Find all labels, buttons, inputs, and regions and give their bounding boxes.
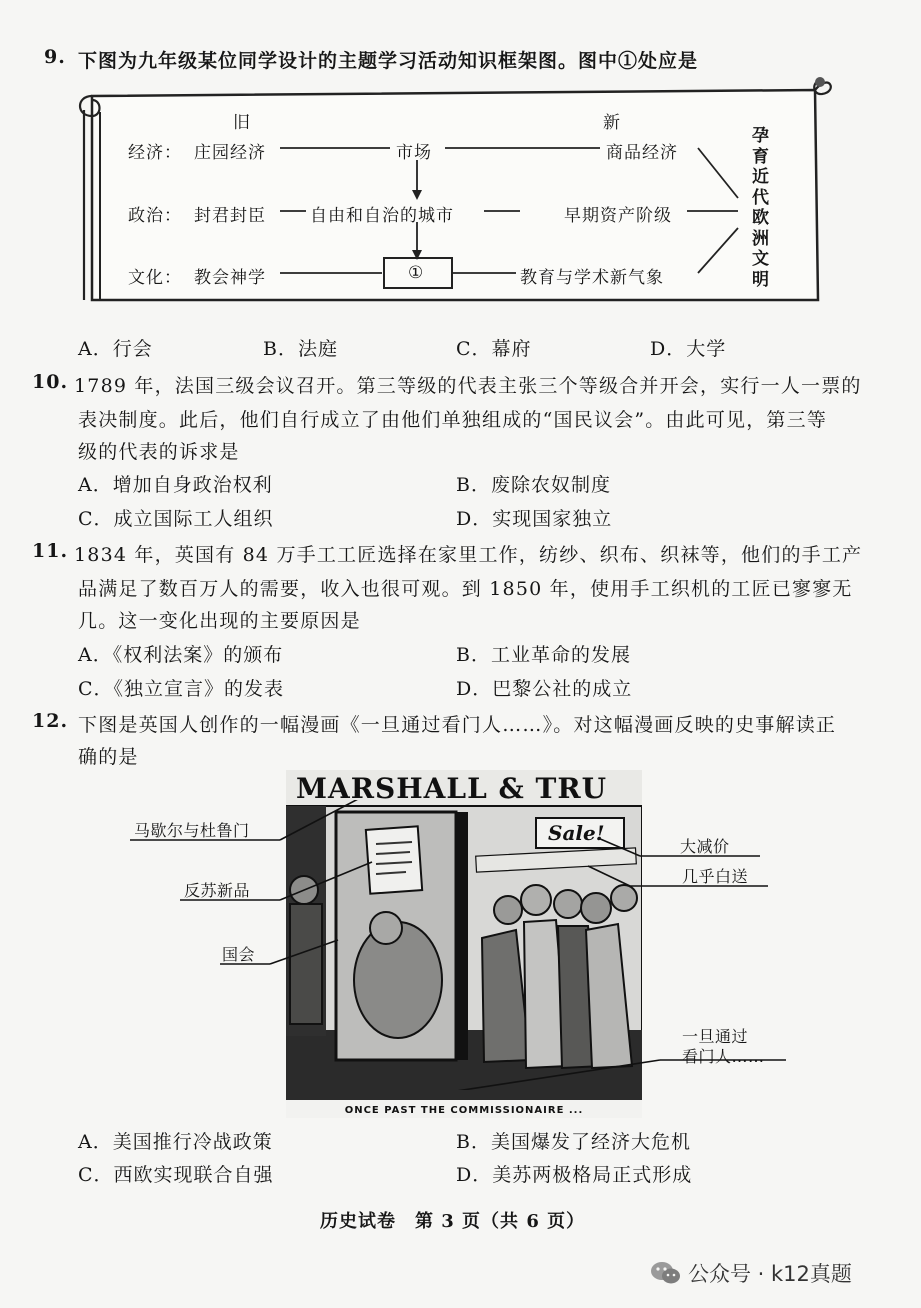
label-once-past-1: 一旦通过 <box>682 1027 749 1046</box>
q10-line-3: 级的代表的诉求是 <box>78 441 240 463</box>
diagram-new-header: 新 <box>603 113 621 133</box>
shop-sign-text: MARSHALL & TRU <box>296 772 608 805</box>
diagram-old-header: 旧 <box>233 113 251 133</box>
q10-line-2: 表决制度。此后，他们自行成立了由他们单独组成的“国民议会”。由此可见，第三等 <box>78 409 828 431</box>
label-big-sale: 大减价 <box>680 837 730 856</box>
diagram-row-economy-old: 庄园经济 <box>194 143 266 163</box>
q9-option-c[interactable]: C．幕府 <box>456 338 532 360</box>
q9-number: 9. <box>44 46 66 68</box>
diagram-row-culture-new: 教育与学术新气象 <box>520 268 664 288</box>
q10-option-d[interactable]: D．实现国家独立 <box>456 508 613 530</box>
q9-option-d[interactable]: D．大学 <box>650 338 727 360</box>
label-anti-soviet-goods: 反苏新品 <box>184 881 251 900</box>
diagram-conclusion: 孕 育 近 代 欧 洲 文 明 <box>752 126 770 290</box>
diagram-row-culture-category: 文化： <box>128 268 182 288</box>
diagram-row-politics-old: 封君封臣 <box>194 206 266 226</box>
watermark-text: 公众号 · k12真题 <box>688 1262 852 1286</box>
diagram-row-culture-old: 教会神学 <box>194 268 266 288</box>
q10-option-b[interactable]: B．废除农奴制度 <box>456 474 611 496</box>
q12-option-a[interactable]: A．美国推行冷战政策 <box>78 1131 273 1153</box>
label-congress: 国会 <box>222 945 256 964</box>
diagram-blank-marker: ① <box>408 263 425 283</box>
q11-option-c[interactable]: C．《独立宣言》的发表 <box>78 678 285 700</box>
diagram-row-politics-middle: 自由和自治的城市 <box>310 206 454 226</box>
wechat-icon <box>650 1259 682 1287</box>
q12-option-b[interactable]: B．美国爆发了经济大危机 <box>456 1131 691 1153</box>
knowledge-framework-diagram <box>70 68 835 308</box>
diagram-row-economy-new: 商品经济 <box>606 143 678 163</box>
q12-line-1: 下图是英国人创作的一幅漫画《一旦通过看门人……》。对这幅漫画反映的史事解读正 <box>78 714 837 736</box>
label-almost-free: 几乎白送 <box>682 867 749 886</box>
cartoon-caption: ONCE PAST THE COMMISSIONAIRE ... <box>344 1105 584 1116</box>
label-once-past-2: 看门人…… <box>682 1047 765 1066</box>
q11-option-d[interactable]: D．巴黎公社的成立 <box>456 678 633 700</box>
q10-number: 10. <box>32 371 69 393</box>
diagram-row-economy-middle: 市场 <box>396 143 432 163</box>
q11-line-3: 几。这一变化出现的主要原因是 <box>78 610 361 632</box>
page-footer: 历史试卷 第 3 页（共 6 页） <box>320 1211 586 1232</box>
q11-line-2: 品满足了数百万人的需要，收入也很可观。到 1850 年，使用手工织机的工匠已寥寥无 <box>78 578 853 600</box>
q12-number: 12. <box>32 710 69 732</box>
q12-line-2: 确的是 <box>78 746 139 768</box>
q10-option-a[interactable]: A．增加自身政治权利 <box>78 474 273 496</box>
q12-option-d[interactable]: D．美苏两极格局正式形成 <box>456 1164 693 1186</box>
sale-sign-text: Sale! <box>548 821 605 845</box>
q12-option-c[interactable]: C．西欧实现联合自强 <box>78 1164 274 1186</box>
q9-option-a[interactable]: A．行会 <box>78 338 153 360</box>
diagram-row-politics-category: 政治： <box>128 206 182 226</box>
label-marshall-truman: 马歇尔与杜鲁门 <box>134 821 250 840</box>
q9-option-b[interactable]: B．法庭 <box>263 338 338 360</box>
q10-option-c[interactable]: C．成立国际工人组织 <box>78 508 274 530</box>
watermark <box>650 1258 852 1288</box>
q11-number: 11. <box>32 540 69 562</box>
diagram-row-politics-new: 早期资产阶级 <box>564 206 672 226</box>
q11-line-1: 1834 年，英国有 84 万手工工匠选择在家里工作，纺纱、织布、织袜等，他们的手工产 <box>74 544 863 566</box>
q9-stem: 下图为九年级某位同学设计的主题学习活动知识框架图。图中①处应是 <box>78 50 699 72</box>
diagram-row-economy-category: 经济： <box>128 143 182 163</box>
q11-option-a[interactable]: A．《权利法案》的颁布 <box>78 644 284 666</box>
q10-line-1: 1789 年，法国三级会议召开。第三等级的代表主张三个等级合并开会，实行一人一票的 <box>74 375 862 397</box>
q11-option-b[interactable]: B．工业革命的发展 <box>456 644 631 666</box>
